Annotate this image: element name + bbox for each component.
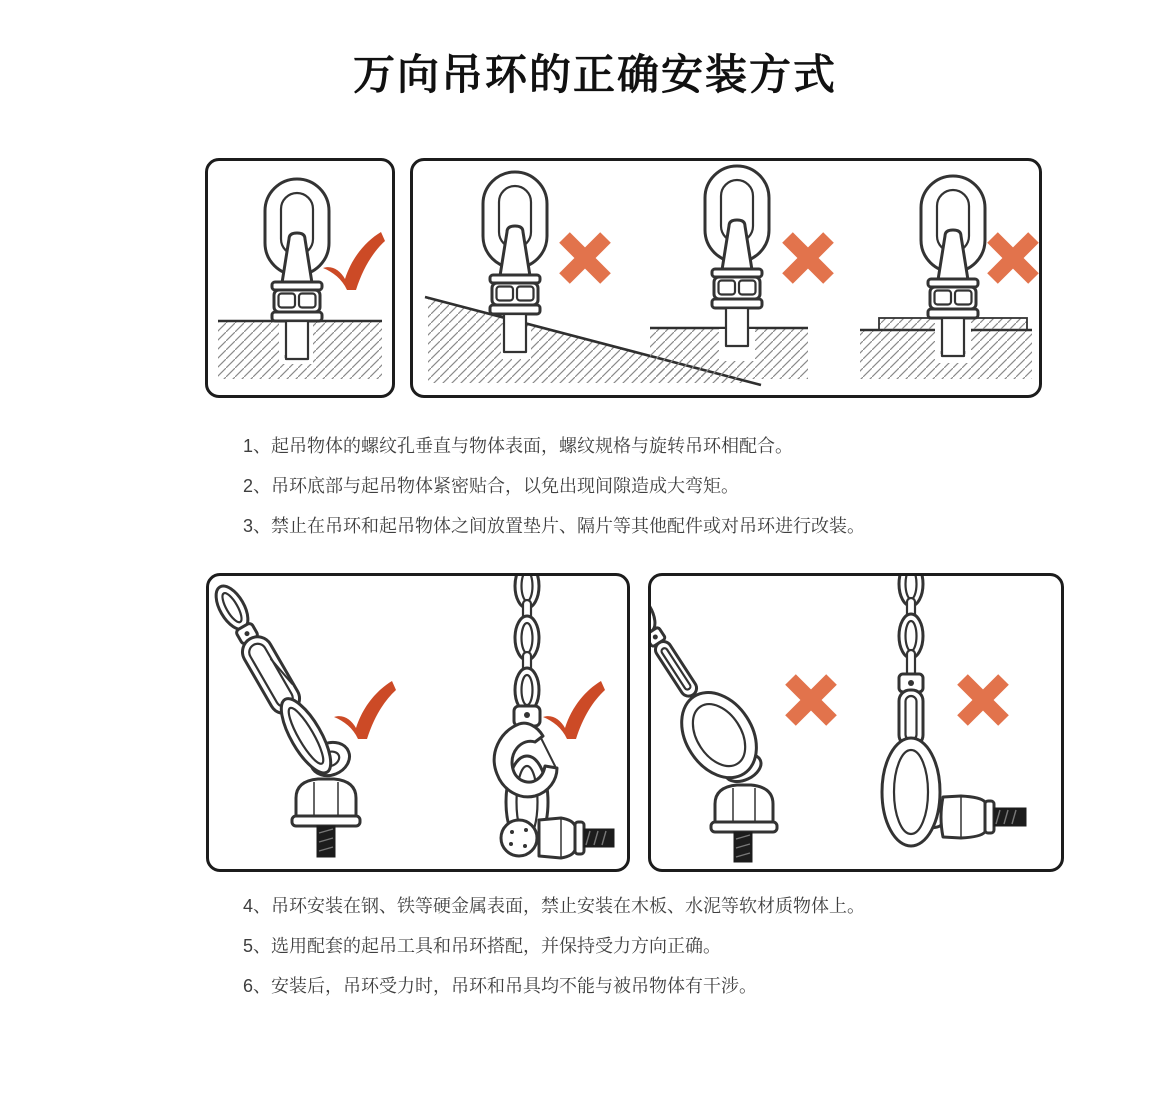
- note-2: 2、吊环底部与起吊物体紧密贴合，以免出现间隙造成大弯矩。: [243, 476, 740, 496]
- rigging-notes: [243, 886, 865, 1006]
- check-icon: [543, 681, 605, 739]
- note-5: 5、选用配套的起吊工具和吊环搭配，并保持受力方向正确。: [243, 936, 722, 956]
- figure-wrong-installs: [413, 161, 1039, 395]
- cross-icon: [942, 659, 1024, 741]
- note-3: 3、禁止在吊环和起吊物体之间放置垫片、隔片等其他配件或对吊环进行改装。: [243, 516, 866, 536]
- panel-wrong-installs: [410, 158, 1042, 398]
- figure-vertical-install: [208, 161, 392, 395]
- panel-correct-install: [205, 158, 395, 398]
- check-icon: [323, 232, 385, 290]
- cross-icon: [770, 659, 852, 741]
- check-icon: [334, 681, 396, 739]
- figure-wrong-rigging: [651, 576, 1061, 869]
- note-1: 1、起吊物体的螺纹孔垂直与物体表面，螺纹规格与旋转吊环相配合。: [243, 436, 794, 456]
- installation-notes: [243, 426, 865, 546]
- page-title: 万向吊环的正确安装方式: [352, 53, 837, 99]
- panel-wrong-rigging: [648, 573, 1064, 872]
- cross-icon: [544, 217, 626, 299]
- cross-icon: [767, 217, 849, 299]
- figure-correct-rigging: [209, 576, 627, 869]
- note-6: 6、安装后，吊环受力时，吊环和吊具均不能与被吊物体有干涉。: [243, 976, 758, 996]
- panel-correct-rigging: [206, 573, 630, 872]
- note-4: 4、吊环安装在钢、铁等硬金属表面，禁止安装在木板、水泥等软材质物体上。: [243, 896, 866, 916]
